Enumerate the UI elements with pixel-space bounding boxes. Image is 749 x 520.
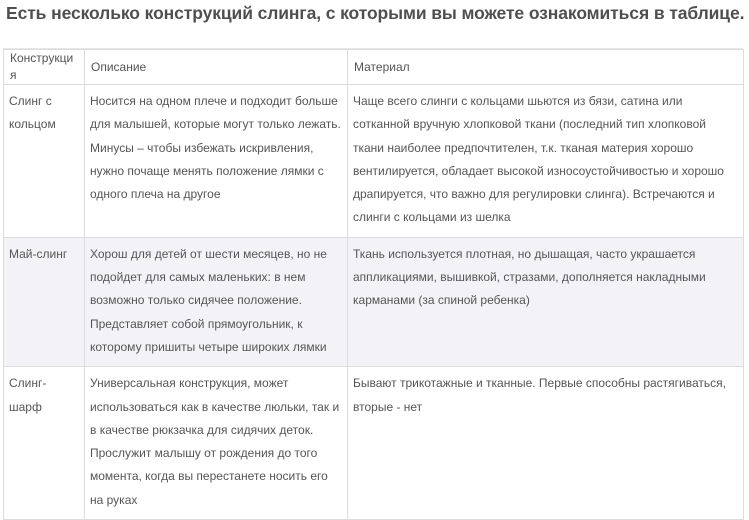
cell-material: Чаще всего слинги с кольцами шьются из бязи, сатина или сотканной вручную хлопковой ткани (последний тип хлопковой ткани наиболее предпочтителен, т.к. тканая материя хорошо вентилируется, обладает высокой износоустойчивостью и хорошо драпируется, что важно для регулировки слинга). Встречаются и слинги с кольцами из шелка	[348, 85, 744, 238]
table-row	[4, 367, 744, 520]
header-material: Материал	[348, 50, 744, 85]
header-construction: Конструкция	[4, 50, 85, 85]
cell-construction: Слинг с кольцом	[4, 85, 85, 238]
description-paragraph: Представляет собой прямоугольник, к которому пришиты четыре широких лямки	[90, 316, 327, 354]
cell-construction: Слинг-шарф	[4, 367, 85, 520]
table-row	[4, 85, 744, 238]
cell-description	[85, 367, 348, 520]
description-paragraph: Универсальная конструкция, может использоваться как в качестве люльки, так и в качестве рюкзачка для сидячих деток.	[90, 376, 340, 437]
sling-table-container	[3, 48, 743, 507]
description-paragraph: Минусы – чтобы избежать искривления, нужно почаще менять положение лямки с одного плеча на другое	[90, 140, 324, 202]
cell-description	[85, 85, 348, 238]
sling-construction-table	[3, 49, 744, 520]
cell-construction: Май-слинг	[4, 237, 85, 366]
description-paragraph: Носится на одном плече и подходит больше для малышей, которые могут только лежать.	[90, 94, 341, 132]
table-header-row	[4, 50, 744, 85]
header-description: Описание	[85, 50, 348, 85]
cell-description	[85, 237, 348, 366]
cell-material: Ткань используется плотная, но дышащая, часто украшается аппликациями, вышивкой, стразами, дополняется накладными карманами (за спиной ребенка)	[348, 237, 744, 366]
cell-material: Бывают трикотажные и тканные. Первые способны растягиваться, вторые - нет	[348, 367, 744, 520]
table-row	[4, 237, 744, 366]
description-paragraph: Хорош для детей от шести месяцев, но не подойдет для самых маленьких: в нем возможно только сидячее положение.	[90, 246, 327, 308]
description-paragraph: Прослужит малышу от рождения до того момента, когда вы перестанете носить его на руках	[90, 446, 328, 507]
page-heading: Есть несколько конструкций слинга, с которыми вы можете ознакомиться в таблице.	[6, 3, 745, 23]
